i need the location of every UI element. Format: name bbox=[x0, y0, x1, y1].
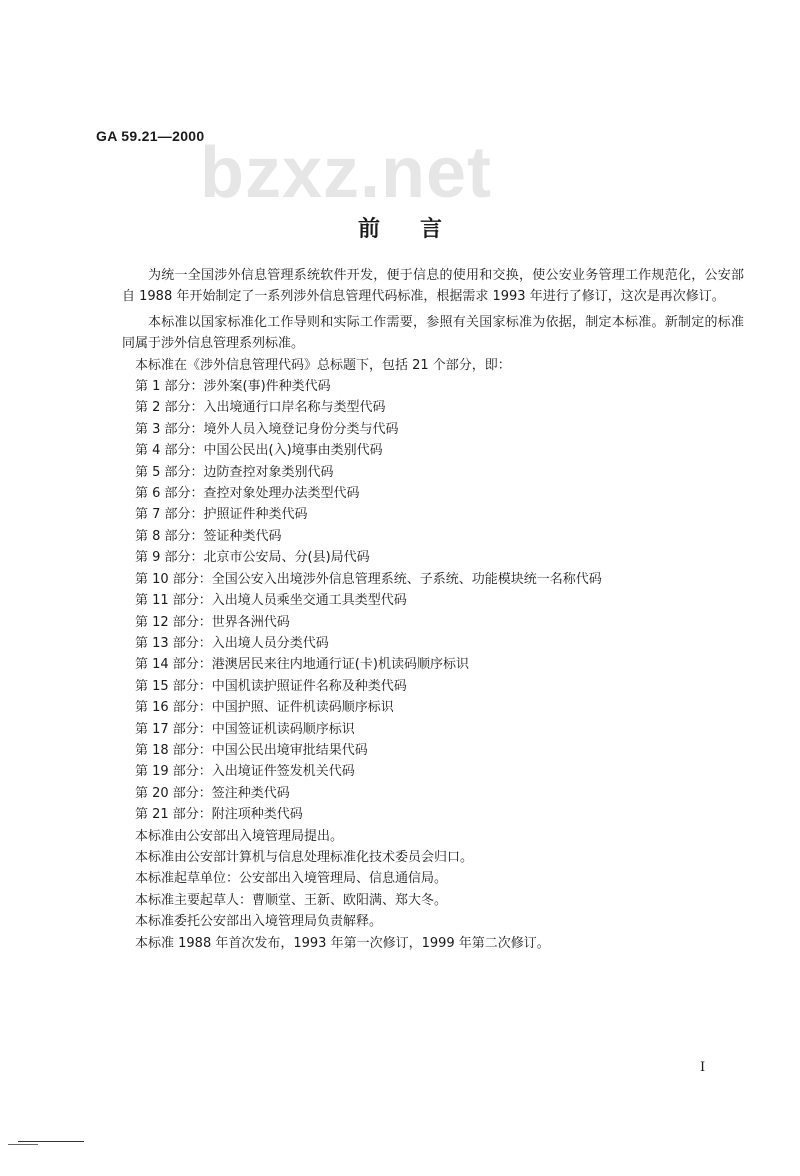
closing-line: 本标准起草单位：公安部出入境管理局、信息通信局。 bbox=[135, 871, 448, 887]
list-item: 第 1 部分：涉外案(事)件种类代码 bbox=[135, 379, 331, 395]
list-item: 第 17 部分：中国签证机读码顺序标识 bbox=[135, 721, 355, 737]
list-item: 第 15 部分：中国机读护照证件名称及种类代码 bbox=[135, 678, 407, 694]
list-item: 第 5 部分：边防查控对象类别代码 bbox=[135, 464, 334, 480]
intro-line: 本标准在《涉外信息管理代码》总标题下，包括 21 个部分，即： bbox=[135, 357, 511, 373]
list-item: 第 2 部分：入出境通行口岸名称与类型代码 bbox=[135, 400, 386, 416]
watermark: bzxz.net bbox=[200, 133, 493, 213]
list-item: 第 7 部分：护照证件种类代码 bbox=[135, 507, 308, 523]
list-item: 第 12 部分：世界各洲代码 bbox=[135, 614, 290, 630]
list-item: 第 18 部分：中国公民出境审批结果代码 bbox=[135, 742, 368, 758]
footer-rule-short bbox=[8, 1144, 38, 1145]
list-item: 第 3 部分：境外人员入境登记身份分类与代码 bbox=[135, 421, 399, 437]
list-item: 第 20 部分：签注种类代码 bbox=[135, 785, 290, 801]
closing-line: 本标准委托公安部出入境管理局负责解释。 bbox=[135, 914, 383, 930]
list-item: 第 6 部分：查控对象处理办法类型代码 bbox=[135, 486, 360, 502]
paragraph-2: 本标准以国家标准化工作导则和实际工作需要，参照有关国家标准为依据，制定本标准。新制定的标准同属于涉外信息管理系列标准。 bbox=[122, 314, 744, 352]
list-item: 第 11 部分：入出境人员乘坐交通工具类型代码 bbox=[135, 593, 407, 609]
standard-code: GA 59.21—2000 bbox=[96, 128, 205, 144]
footer-rule bbox=[18, 1141, 84, 1142]
page-number: I bbox=[700, 1060, 706, 1075]
list-item: 第 19 部分：入出境证件签发机关代码 bbox=[135, 764, 355, 780]
closing-line: 本标准由公安部计算机与信息处理标准化技术委员会归口。 bbox=[135, 849, 474, 865]
list-item: 第 9 部分：北京市公安局、分(县)局代码 bbox=[135, 550, 370, 566]
title-text: 前言 bbox=[357, 217, 482, 242]
document-body bbox=[122, 265, 744, 954]
paragraph-1: 为统一全国涉外信息管理系统软件开发，便于信息的使用和交换，使公安业务管理工作规范化，公安部自 1988 年开始制定了一系列涉外信息管理代码标准，根据需求 1993 年进行了修订，这次是再次修订。 bbox=[122, 268, 744, 305]
list-item: 第 13 部分：入出境人员分类代码 bbox=[135, 635, 329, 651]
list-item: 第 10 部分：全国公安入出境涉外信息管理系统、子系统、功能模块统一名称代码 bbox=[135, 571, 602, 587]
closing-line: 本标准主要起草人：曹顺堂、王新、欧阳满、郑大冬。 bbox=[135, 892, 448, 908]
list-item: 第 8 部分：签证种类代码 bbox=[135, 528, 282, 544]
list-item: 第 21 部分：附注项种类代码 bbox=[135, 807, 303, 823]
closing-line: 本标准 1988 年首次发布，1993 年第一次修订，1999 年第二次修订。 bbox=[135, 935, 550, 951]
list-item: 第 4 部分：中国公民出(入)境事由类别代码 bbox=[135, 443, 383, 459]
closing-line: 本标准由公安部出入境管理局提出。 bbox=[135, 828, 344, 844]
page-title bbox=[0, 212, 800, 243]
list-item: 第 16 部分：中国护照、证件机读码顺序标识 bbox=[135, 700, 394, 716]
list-item: 第 14 部分：港澳居民来往内地通行证(卡)机读码顺序标识 bbox=[135, 657, 469, 673]
parts-list bbox=[122, 376, 744, 826]
